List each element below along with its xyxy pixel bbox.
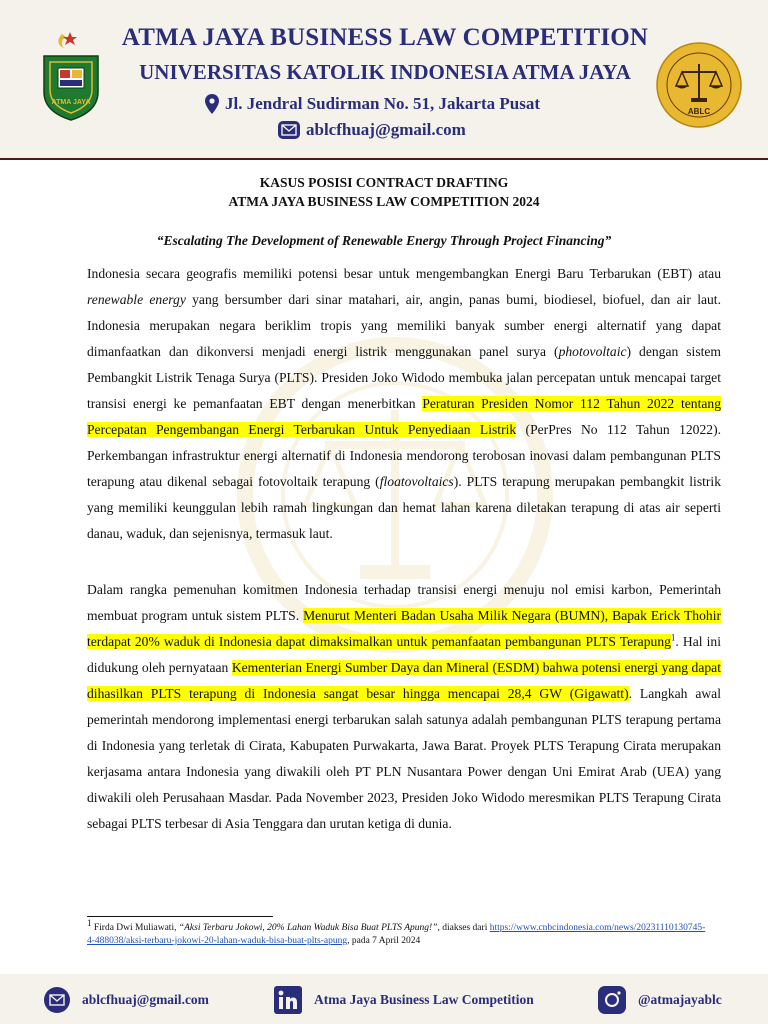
p2-highlight-bumn: Menurut Menteri Badan Usaha Milik Negara (BUMN), Bapak Erick Thohir terdapat 20% waduk di Indonesia dapat dimaksimalkan untuk pemanfaatan pembangunan PLTS Terapung (87, 608, 722, 649)
footer-instagram-text[interactable]: @atmajayablc (638, 992, 722, 1007)
footer-email[interactable] (44, 986, 209, 1014)
address-text: Jl. Jendral Sudirman No. 51, Jakarta Pusat (225, 94, 540, 113)
footnote (87, 917, 707, 948)
competition-title: ATMA JAYA BUSINESS LAW COMPETITION (121, 24, 649, 51)
footnote-ref[interactable]: 1 (670, 632, 676, 643)
case-title-line-1: KASUS POSISI CONTRACT DRAFTING (259, 175, 509, 190)
p1-text-i: ). PLTS terapung merupakan pembangkit listrik yang memiliki keunggulan lebih ramah lingkungan dan hemat lahan karena diletakan terapung di atas air seperti danau, waduk, dan sejenisnya, termasuk laut. (87, 474, 721, 541)
footnote-separator (87, 916, 273, 917)
p1-text-c: yang bersumber dari sinar matahari, air, angin, panas bumi, biodiesel, biofuel, dan air laut. Indonesia merupakan negara beriklim tropis yang memiliki banyak sumber energi alternatif yang dapat dimanfaatkan dan dikonversi menjadi energi listrik menggunakan panel surya ( (87, 292, 721, 359)
footer-instagram[interactable] (598, 986, 722, 1014)
ablc-logo (656, 42, 742, 128)
p1-highlight-perpres: Peraturan Presiden Nomor 112 Tahun 2022 tentang Percepatan Pengembangan Energi Terbarukan Untuk Penyediaan Listrik (87, 396, 721, 437)
paragraph-2 (87, 577, 721, 837)
p1-text-g: (PerPres No 112 Tahun 12022). Perkembangan infrastruktur energi alternatif di Indonesia mendorong terobosan inovasi dalam pembangunan PLTS terapung atau dikenal sebagai fotovoltaik terapung ( (87, 422, 721, 489)
p1-italic-floatovoltaics: floatovoltaics (379, 474, 454, 489)
p1-italic-photovoltaic: photovoltaic (558, 344, 627, 359)
footnote-end: , pada 7 April 2024 (347, 936, 421, 946)
logo-left-text: ATMA JAYA (51, 99, 91, 106)
p2-text-a: Dalam rangka pemenuhan komitmen Indonesia terhadap transisi energi menuju nol emisi karbon, Pemerintah membuat program untuk sistem PLTS. (87, 582, 721, 623)
footer-linkedin-text[interactable]: Atma Jaya Business Law Competition (314, 992, 534, 1007)
envelope-icon (44, 987, 70, 1013)
address-line (205, 92, 540, 116)
case-title-line-2: ATMA JAYA BUSINESS LAW COMPETITION 2024 (228, 194, 540, 209)
paragraph-1 (87, 261, 721, 547)
page-footer (0, 974, 768, 1024)
footnote-article-title: “Aksi Terbaru Jokowi, 20% Lahan Waduk Bisa Buat PLTS Apung!” (178, 923, 438, 933)
footnote-author: Firda Dwi Muliawati, (91, 923, 179, 933)
university-name: UNIVERSITAS KATOLIK INDONESIA ATMA JAYA (139, 60, 631, 84)
letterhead (0, 0, 768, 160)
instagram-icon (598, 986, 626, 1014)
logo-right-text: ABLC (687, 107, 711, 116)
footer-linkedin[interactable] (274, 986, 534, 1014)
p1-text-a: Indonesia secara geografis memiliki potensi besar untuk mengembangkan Energi Baru Terbarukan (EBT) atau (87, 266, 721, 281)
footnote-url-link[interactable]: https://www.cnbcindonesia.com/news/20231110130745-4-488038/aksi-terbaru-jokowi-20-lahan-waduk-bisa-buat-plts-apung (87, 923, 706, 946)
footer-email-text[interactable]: ablcfhuaj@gmail.com (82, 992, 209, 1007)
location-pin-icon (205, 94, 219, 114)
p2-text-e: . Langkah awal pemerintah mendorong implementasi energi terbarukan salah satunya adalah pembangunan PLTS terapung pertama di Indonesia yang terletak di Cirata, Kabupaten Purwakarta, Jawa Barat. Proyek PLTS Terapung Cirata merupakan kerjasama antara Indonesia yang diwakili oleh PT PLN Nusantara Power dengan Uni Emirat Arab (UEA) yang diwakili oleh Perusahaan Masdar. Pada November 2023, Presiden Joko Widodo meresmikan PLTS Terapung Cirata sebagai PLTS terbesar di Asia Tenggara dan urutan ketiga di dunia. (87, 686, 721, 831)
p1-text-e: ) dengan sistem Pembangkit Listrik Tenaga Surya (PLTS). Presiden Joko Widodo membuka jalan percepatan untuk mencapai target transisi energi ke pemanfaatan EBT dengan menerbitkan (87, 344, 721, 411)
email-line (278, 118, 466, 142)
envelope-icon (278, 121, 300, 139)
footnote-number: 1 (87, 917, 92, 928)
p2-highlight-esdm: Kementerian Energi Sumber Daya dan Mineral (ESDM) bahwa potensi energi yang dapat dihasilkan PLTS terapung di Indonesia sangat besar hingga mencapai 28,4 GW (Gigawatt) (87, 660, 721, 701)
footnote-mid: , diakses dari (437, 923, 490, 933)
atma-jaya-university-logo (40, 30, 102, 122)
case-tagline: “Escalating The Development of Renewable Energy Through Project Financing” (156, 233, 612, 248)
linkedin-icon (274, 986, 302, 1014)
p1-italic-renewable: renewable energy (87, 292, 186, 307)
email-link[interactable]: ablcfhuaj@gmail.com (306, 120, 466, 139)
p2-text-c: . Hal ini didukung oleh pernyataan (87, 634, 721, 675)
